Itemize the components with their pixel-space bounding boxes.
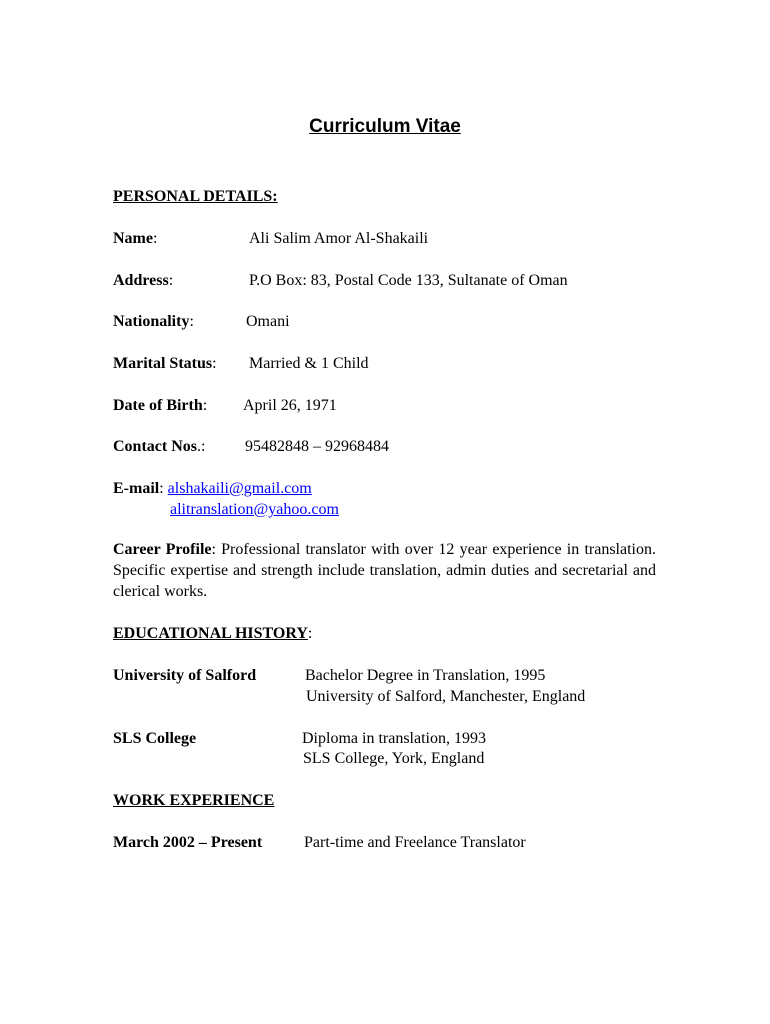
nationality-value: Omani bbox=[246, 313, 290, 330]
contact-nos-label: Contact Nos.: bbox=[113, 438, 206, 455]
contact-nos-value: 95482848 – 92968484 bbox=[245, 438, 389, 455]
education-location-sls: SLS College, York, England bbox=[303, 750, 485, 767]
marital-status-value: Married & 1 Child bbox=[249, 355, 369, 372]
nationality-label: Nationality: bbox=[113, 313, 194, 330]
career-profile-text: Professional translator with over 12 year experience in translation. Specific expertise and strength include translation, admin duties and secretarial and clerical works. bbox=[113, 541, 656, 600]
career-profile-label: Career Profile bbox=[113, 541, 212, 558]
work-role: Part-time and Freelance Translator bbox=[304, 834, 526, 851]
address-value: P.O Box: 83, Postal Code 133, Sultanate of Oman bbox=[249, 272, 568, 289]
education-institution-sls: SLS College bbox=[113, 730, 197, 747]
education-institution-salford: University of Salford bbox=[113, 667, 257, 684]
email-link-yahoo[interactable]: alitranslation@yahoo.com bbox=[170, 501, 339, 518]
career-profile: Career Profile: Professional translator with over 12 year experience in translation. Specific expertise and strength include translation, admin duties and secretarial and clerical works. bbox=[113, 541, 656, 600]
email-second-line bbox=[170, 499, 339, 520]
name-label: Name: bbox=[113, 230, 158, 247]
address-label: Address: bbox=[113, 272, 174, 289]
work-experience-heading: WORK EXPERIENCE bbox=[113, 792, 275, 809]
marital-status-label: Marital Status: bbox=[113, 355, 217, 372]
education-degree-salford: Bachelor Degree in Translation, 1995 bbox=[305, 667, 546, 684]
document-title: Curriculum Vitae bbox=[309, 116, 461, 137]
email-label: E-mail: alshakaili@gmail.com bbox=[113, 480, 312, 497]
date-of-birth-value: April 26, 1971 bbox=[243, 397, 337, 414]
date-of-birth-label: Date of Birth: bbox=[113, 397, 208, 414]
personal-details-heading: PERSONAL DETAILS: bbox=[113, 188, 278, 205]
education-degree-sls: Diploma in translation, 1993 bbox=[302, 730, 486, 747]
work-period: March 2002 – Present bbox=[113, 834, 263, 851]
email-link-gmail[interactable]: alshakaili@gmail.com bbox=[167, 480, 312, 497]
education-location-salford: University of Salford, Manchester, England bbox=[306, 688, 586, 705]
education-heading: EDUCATIONAL HISTORY: bbox=[113, 625, 313, 642]
name-value: Ali Salim Amor Al-Shakaili bbox=[249, 230, 429, 247]
